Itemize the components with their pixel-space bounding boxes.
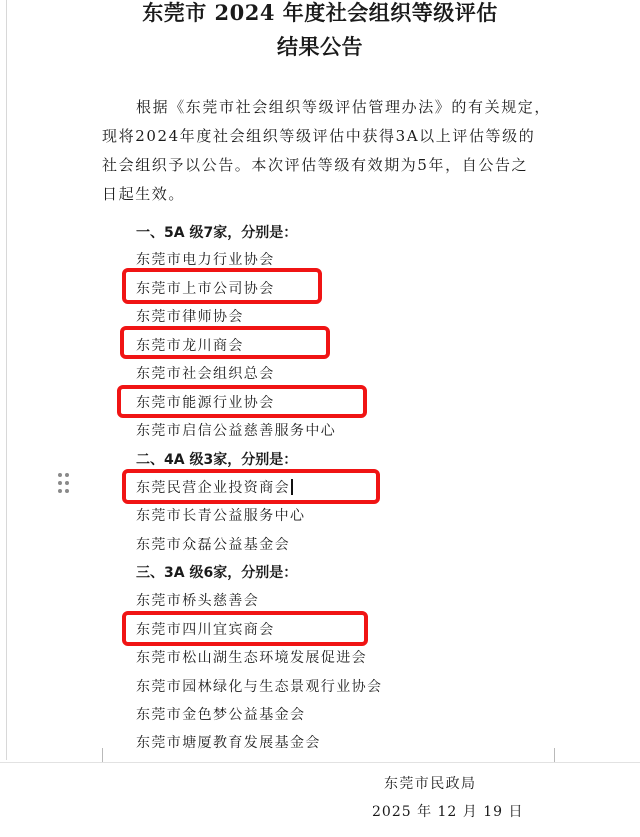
- list-item: 东莞市四川宜宾商会: [136, 622, 275, 638]
- signature-date: 2025 年 12 月 19 日: [372, 804, 524, 820]
- page-edge: [6, 0, 7, 760]
- list-item: 东莞市金色梦公益基金会: [136, 707, 306, 723]
- document-title-line1: 东莞市 2024 年度社会组织等级评估: [142, 0, 498, 25]
- section-heading-3a: 三、3A 级6家，分别是：: [136, 565, 298, 581]
- list-item: 东莞市社会组织总会: [136, 366, 275, 382]
- highlight-box: [122, 268, 322, 304]
- list-item: 东莞市启信公益慈善服务中心: [136, 423, 337, 439]
- signature-org: 东莞市民政局: [384, 776, 477, 792]
- document-title-line2: 结果公告: [277, 34, 363, 59]
- list-item: 东莞市龙川商会: [136, 338, 244, 354]
- page-break-divider: [0, 762, 640, 763]
- list-item: 东莞市桥头慈善会: [136, 593, 260, 609]
- list-item: 东莞市众磊公益基金会: [136, 537, 290, 553]
- list-item-text[interactable]: 东莞民营企业投资商会: [136, 480, 290, 496]
- body-line-3: 社会组织予以公告。本次评估等级有效期为5年，自公告之: [102, 156, 529, 174]
- list-item: 东莞市塘厦教育发展基金会: [136, 735, 321, 751]
- highlight-box: [122, 469, 380, 504]
- page-corner-mark-right: [554, 748, 573, 763]
- section-heading-5a: 一、5A 级7家，分别是：: [136, 225, 298, 241]
- list-item: 东莞市园林绿化与生态景观行业协会: [136, 679, 383, 695]
- list-item: 东莞市电力行业协会: [136, 252, 275, 268]
- list-item: 东莞市律师协会: [136, 309, 244, 325]
- body-line-2: 现将2024年度社会组织等级评估中获得3A以上评估等级的: [102, 127, 536, 145]
- body-line-4: 日起生效。: [102, 185, 186, 203]
- highlight-box: [122, 611, 368, 646]
- list-item: 东莞市松山湖生态环境发展促进会: [136, 650, 367, 666]
- list-item: 东莞市上市公司协会: [136, 281, 275, 297]
- list-item: 东莞市长青公益服务中心: [136, 508, 306, 524]
- section-heading-4a: 二、4A 级3家，分别是：: [136, 452, 298, 468]
- drag-handle-icon[interactable]: [58, 473, 72, 495]
- body-line-1: 根据《东莞市社会组织等级评估管理办法》的有关规定，: [136, 98, 552, 116]
- page-corner-mark-left: [84, 748, 103, 763]
- list-item: 东莞市能源行业协会: [136, 395, 275, 411]
- highlight-box: [117, 385, 367, 418]
- highlight-box: [120, 326, 330, 359]
